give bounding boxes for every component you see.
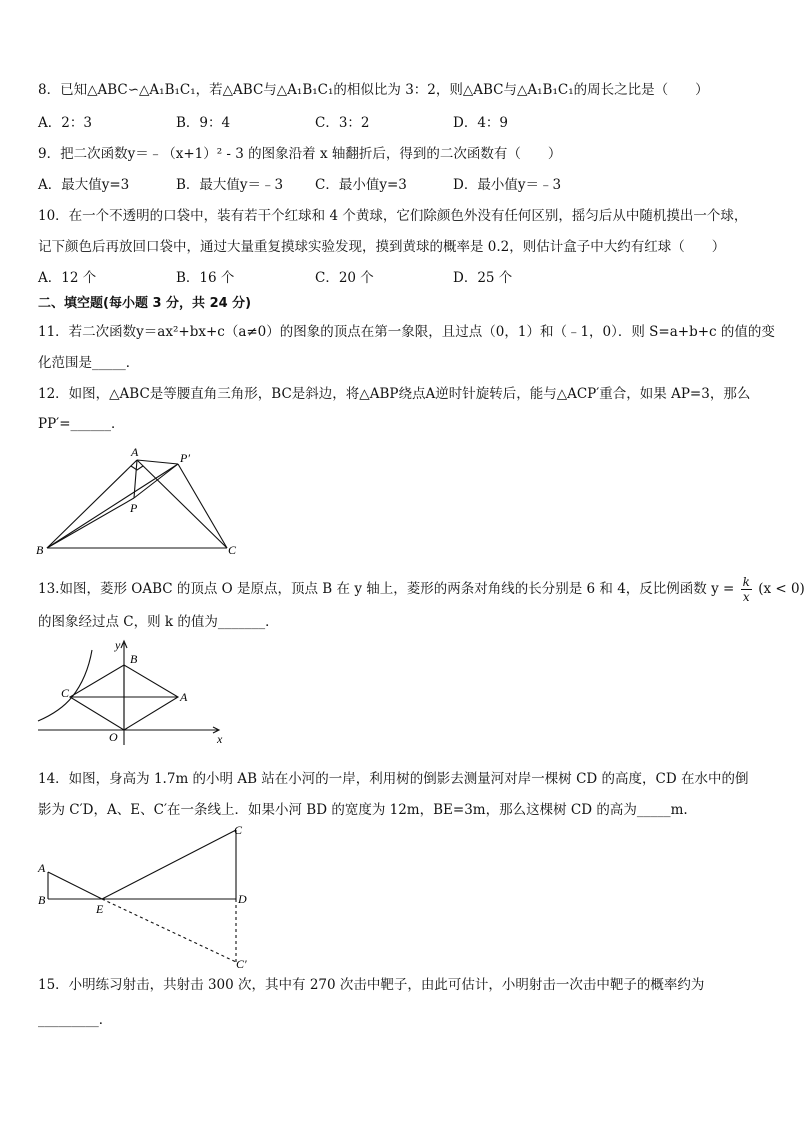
q10-option-c: C．20 个 [315, 270, 374, 286]
q9-option-d: D．最小值y＝﹣3 [453, 177, 562, 193]
q9-option-b: B．最大值y＝﹣3 [176, 177, 284, 193]
q10-line1: 10．在一个不透明的口袋中，装有若干个红球和 4 个黄球，它们除颜色外没有任何区别，摇匀后从中随机摸出一个球， [38, 208, 748, 224]
q13-rhombus-figure [30, 635, 240, 750]
q14-segment-ae [48, 872, 102, 899]
q12-label-b: B [36, 543, 44, 557]
q12-label-a: A [131, 445, 139, 459]
q12-segment-ap1 [137, 460, 178, 464]
q12-segment-bp1 [47, 464, 178, 548]
q14-reflection-figure [30, 820, 270, 970]
q8-option-b: B．9：4 [176, 115, 231, 131]
q12-segment-p1c [178, 464, 227, 548]
q10-option-d: D．25 个 [453, 270, 513, 286]
q13-label-b: B [130, 652, 138, 666]
q14-segment-ec [102, 830, 236, 899]
q14-line2: 影为 C′D，A、E、C′在一条线上．如果小河 BD 的宽度为 12m，BE=3m，那么这棵树 CD 的高为_____m. [38, 802, 688, 818]
q13-label-c: C [61, 686, 70, 700]
q12-line2: PP′=______． [38, 416, 125, 432]
q11-line1: 11．若二次函数y＝ax²+bx+c（a≠0）的图象的顶点在第一象限，且过点（0，1）和（﹣1，0）．则 S=a+b+c 的值的变 [38, 324, 775, 340]
q12-label-p1: P′ [180, 451, 190, 465]
q9-option-c: C．最小值y=3 [315, 177, 407, 193]
q14-label-d: D [238, 892, 247, 906]
q10-option-b: B．16 个 [176, 270, 235, 286]
q8-option-c: C．3：2 [315, 115, 370, 131]
q14-line1: 14．如图，身高为 1.7m 的小明 AB 站在小河的一岸，利用树的倒影去测量河对岸一棵树 CD 的高度，CD 在水中的倒 [38, 771, 749, 787]
q13-label-o: O [109, 730, 118, 744]
q14-label-e: E [96, 902, 104, 916]
q8-option-d: D．4：9 [453, 115, 509, 131]
q15-line1: 15．小明练习射击，共射击 300 次，其中有 270 次击中靶子，由此可估计，小明射击一次击中靶子的概率约为 [38, 977, 705, 993]
q9-option-a: A．最大值y=3 [38, 177, 130, 193]
q14-label-a: A [38, 861, 46, 875]
q8-option-a: A．2：3 [38, 115, 92, 131]
q13-line1 [38, 575, 805, 604]
q12-label-p: P [130, 501, 138, 515]
q11-line2: 化范围是_____． [38, 355, 140, 371]
q8-stem: 8．已知△ABC∽△A₁B₁C₁，若△ABC与△A₁B₁C₁的相似比为 3：2，则△ABC与△A₁B₁C₁的周长之比是（ ） [38, 82, 709, 98]
q14-label-c: C [234, 823, 243, 837]
q12-label-c: C [228, 543, 237, 557]
q13-domain: (x < 0) [758, 581, 805, 597]
q13-label-x: x [217, 732, 223, 746]
q9-stem: 9．把二次函数y＝﹣（x+1）² - 3 的图象沿着 x 轴翻折后，得到的二次函数有（ ） [38, 146, 562, 162]
section-fill-in-heading: 二、填空题(每小题 3 分，共 24 分) [38, 296, 252, 311]
q13-fraction-numerator: k [742, 575, 750, 589]
q13-fraction-denominator: x [742, 590, 750, 604]
q13-label-y: y [115, 638, 121, 652]
q14-label-c1: C′ [236, 957, 247, 971]
q12-line1: 12．如图，△ABC是等腰直角三角形，BC是斜边，将△ABP绕点A逆时针旋转后，能与△ACP′重合，如果 AP=3，那么 [38, 386, 751, 402]
q15-line2: _________． [38, 1012, 113, 1028]
q10-option-a: A．12 个 [38, 270, 97, 286]
q13-fraction [741, 575, 752, 604]
q10-line2: 记下颜色后再放回口袋中，通过大量重复摸球实验发现，摸到黄球的概率是 0.2，则估计盒子中大约有红球（ ） [38, 239, 726, 255]
q12-segment-ac [137, 460, 227, 548]
q13-line2: 的图象经过点 C，则 k 的值为_______． [38, 614, 279, 630]
q13-label-a: A [180, 690, 188, 704]
q14-label-b: B [38, 893, 46, 907]
q14-reflection-ec1 [102, 899, 236, 962]
q12-triangle-figure [30, 440, 260, 565]
q13-line1-text: 13.如图，菱形 OABC 的顶点 O 是原点，顶点 B 在 y 轴上，菱形的两条对角线的长分别是 6 和 4，反比例函数 y = [38, 581, 735, 597]
